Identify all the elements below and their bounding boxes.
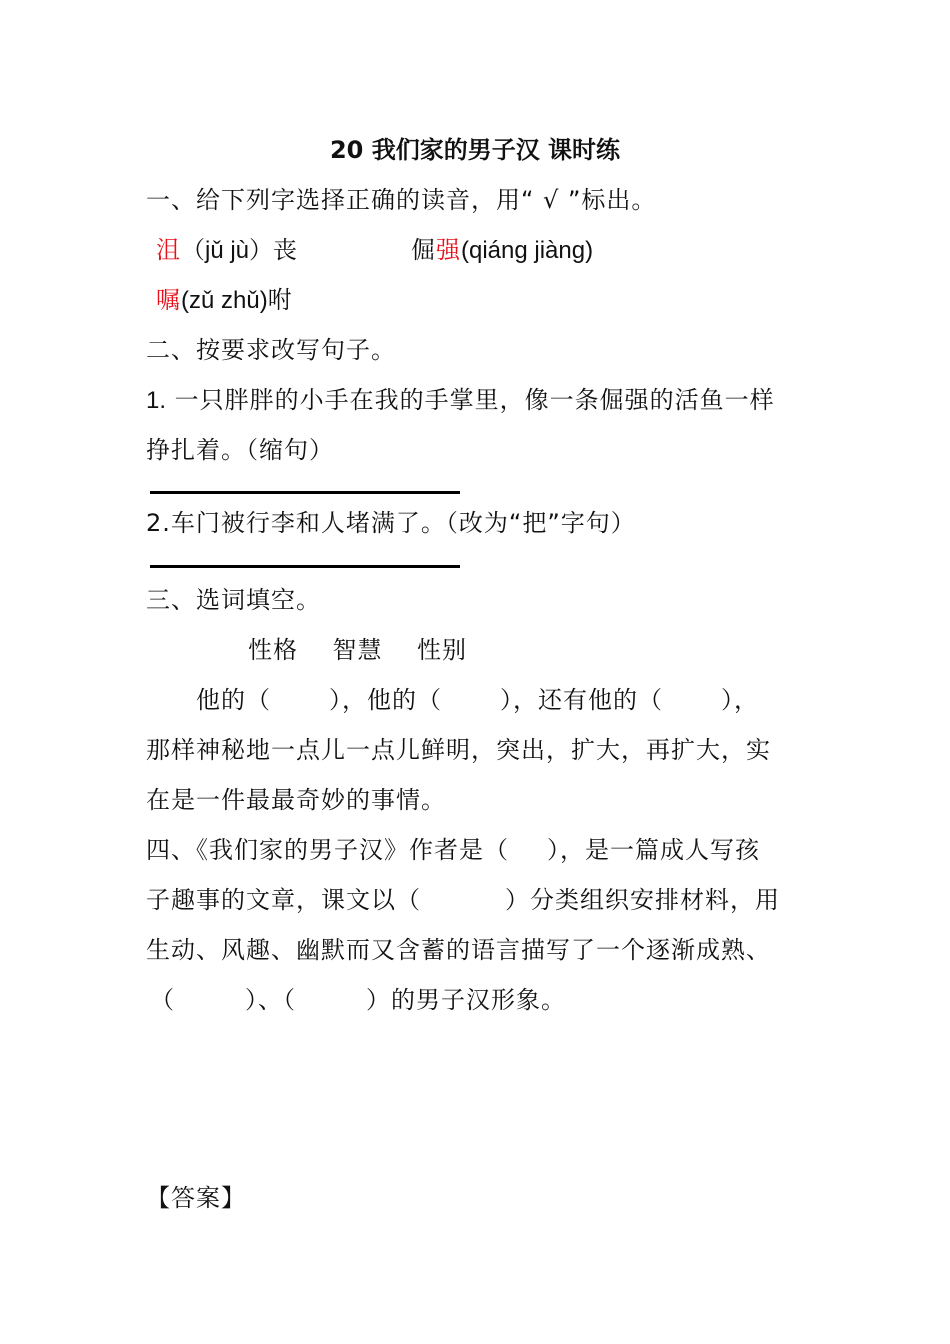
fill-text-d: ）， bbox=[721, 686, 759, 714]
question-2-1-line-1 bbox=[146, 384, 775, 417]
fill-text-c: ），还有他的（ bbox=[500, 686, 663, 714]
answer-line-2 bbox=[150, 565, 460, 568]
word-rest-sang: 丧 bbox=[273, 236, 299, 264]
pinyin-item-2 bbox=[411, 234, 593, 267]
section4-line-1 bbox=[146, 834, 760, 866]
question-text: 一只胖胖的小手在我的手掌里，像一条倔强的活鱼一样 bbox=[174, 386, 775, 414]
section2-heading: 二、按要求改写句子。 bbox=[146, 336, 396, 364]
section3-heading: 三、选词填空。 bbox=[146, 586, 321, 614]
question-2-1-line-2: 挣扎着。（缩句） bbox=[146, 436, 334, 464]
page-title: 20 我们家的男子汉 课时练 bbox=[329, 136, 621, 164]
pinyin-options-qiang: (qiáng jiàng) bbox=[461, 237, 594, 264]
pinyin-options-zhu: (zǔ zhǔ) bbox=[181, 287, 268, 314]
fill-text-a: 他的（ bbox=[196, 686, 271, 714]
section4-line-3: 生动、风趣、幽默而又含蓄的语言描写了一个逐渐成熟、 bbox=[146, 936, 771, 964]
s4-text-g: ）的男子汉形象。 bbox=[366, 986, 566, 1014]
word-rest-fu: 咐 bbox=[267, 286, 293, 314]
section4-line-4 bbox=[150, 984, 566, 1016]
fill-sentence-line-1 bbox=[196, 684, 759, 716]
target-char-zhu: 嘱 bbox=[156, 286, 181, 314]
answer-line-1 bbox=[150, 491, 460, 494]
pinyin-item-1 bbox=[156, 234, 298, 267]
section4-line-2 bbox=[146, 884, 780, 916]
section1-heading: 一、给下列字选择正确的读音，用“ √ ”标出。 bbox=[146, 186, 657, 214]
question-2-2: 2.车门被行李和人堵满了。（改为“把”字句） bbox=[146, 509, 636, 537]
word-pre-jue: 倔 bbox=[411, 236, 436, 264]
s4-text-a: 四、《我们家的男子汉》作者是（ bbox=[146, 836, 509, 864]
pinyin-item-3 bbox=[156, 284, 293, 317]
s4-text-e: （ bbox=[150, 986, 175, 1014]
s4-text-c: 子趣事的文章，课文以（ bbox=[146, 886, 421, 914]
question-number: 1. bbox=[146, 387, 167, 414]
target-char-qiang: 强 bbox=[436, 236, 461, 264]
word-bank: 性格 智慧 性别 bbox=[248, 636, 468, 664]
answer-label: 【答案】 bbox=[146, 1184, 246, 1212]
target-char-ju: 沮 bbox=[156, 236, 181, 264]
fill-sentence-line-2: 那样神秘地一点儿一点儿鲜明，突出，扩大，再扩大，实 bbox=[146, 736, 771, 764]
s4-text-f: ）、（ bbox=[245, 986, 296, 1014]
s4-text-d: ）分类组织安排材料，用 bbox=[505, 886, 780, 914]
fill-text-b: ），他的（ bbox=[329, 686, 442, 714]
pinyin-options-ju: （jǔ jù） bbox=[181, 237, 274, 264]
s4-text-b: ），是一篇成人写孩 bbox=[547, 836, 760, 864]
fill-sentence-line-3: 在是一件最最奇妙的事情。 bbox=[146, 786, 446, 814]
